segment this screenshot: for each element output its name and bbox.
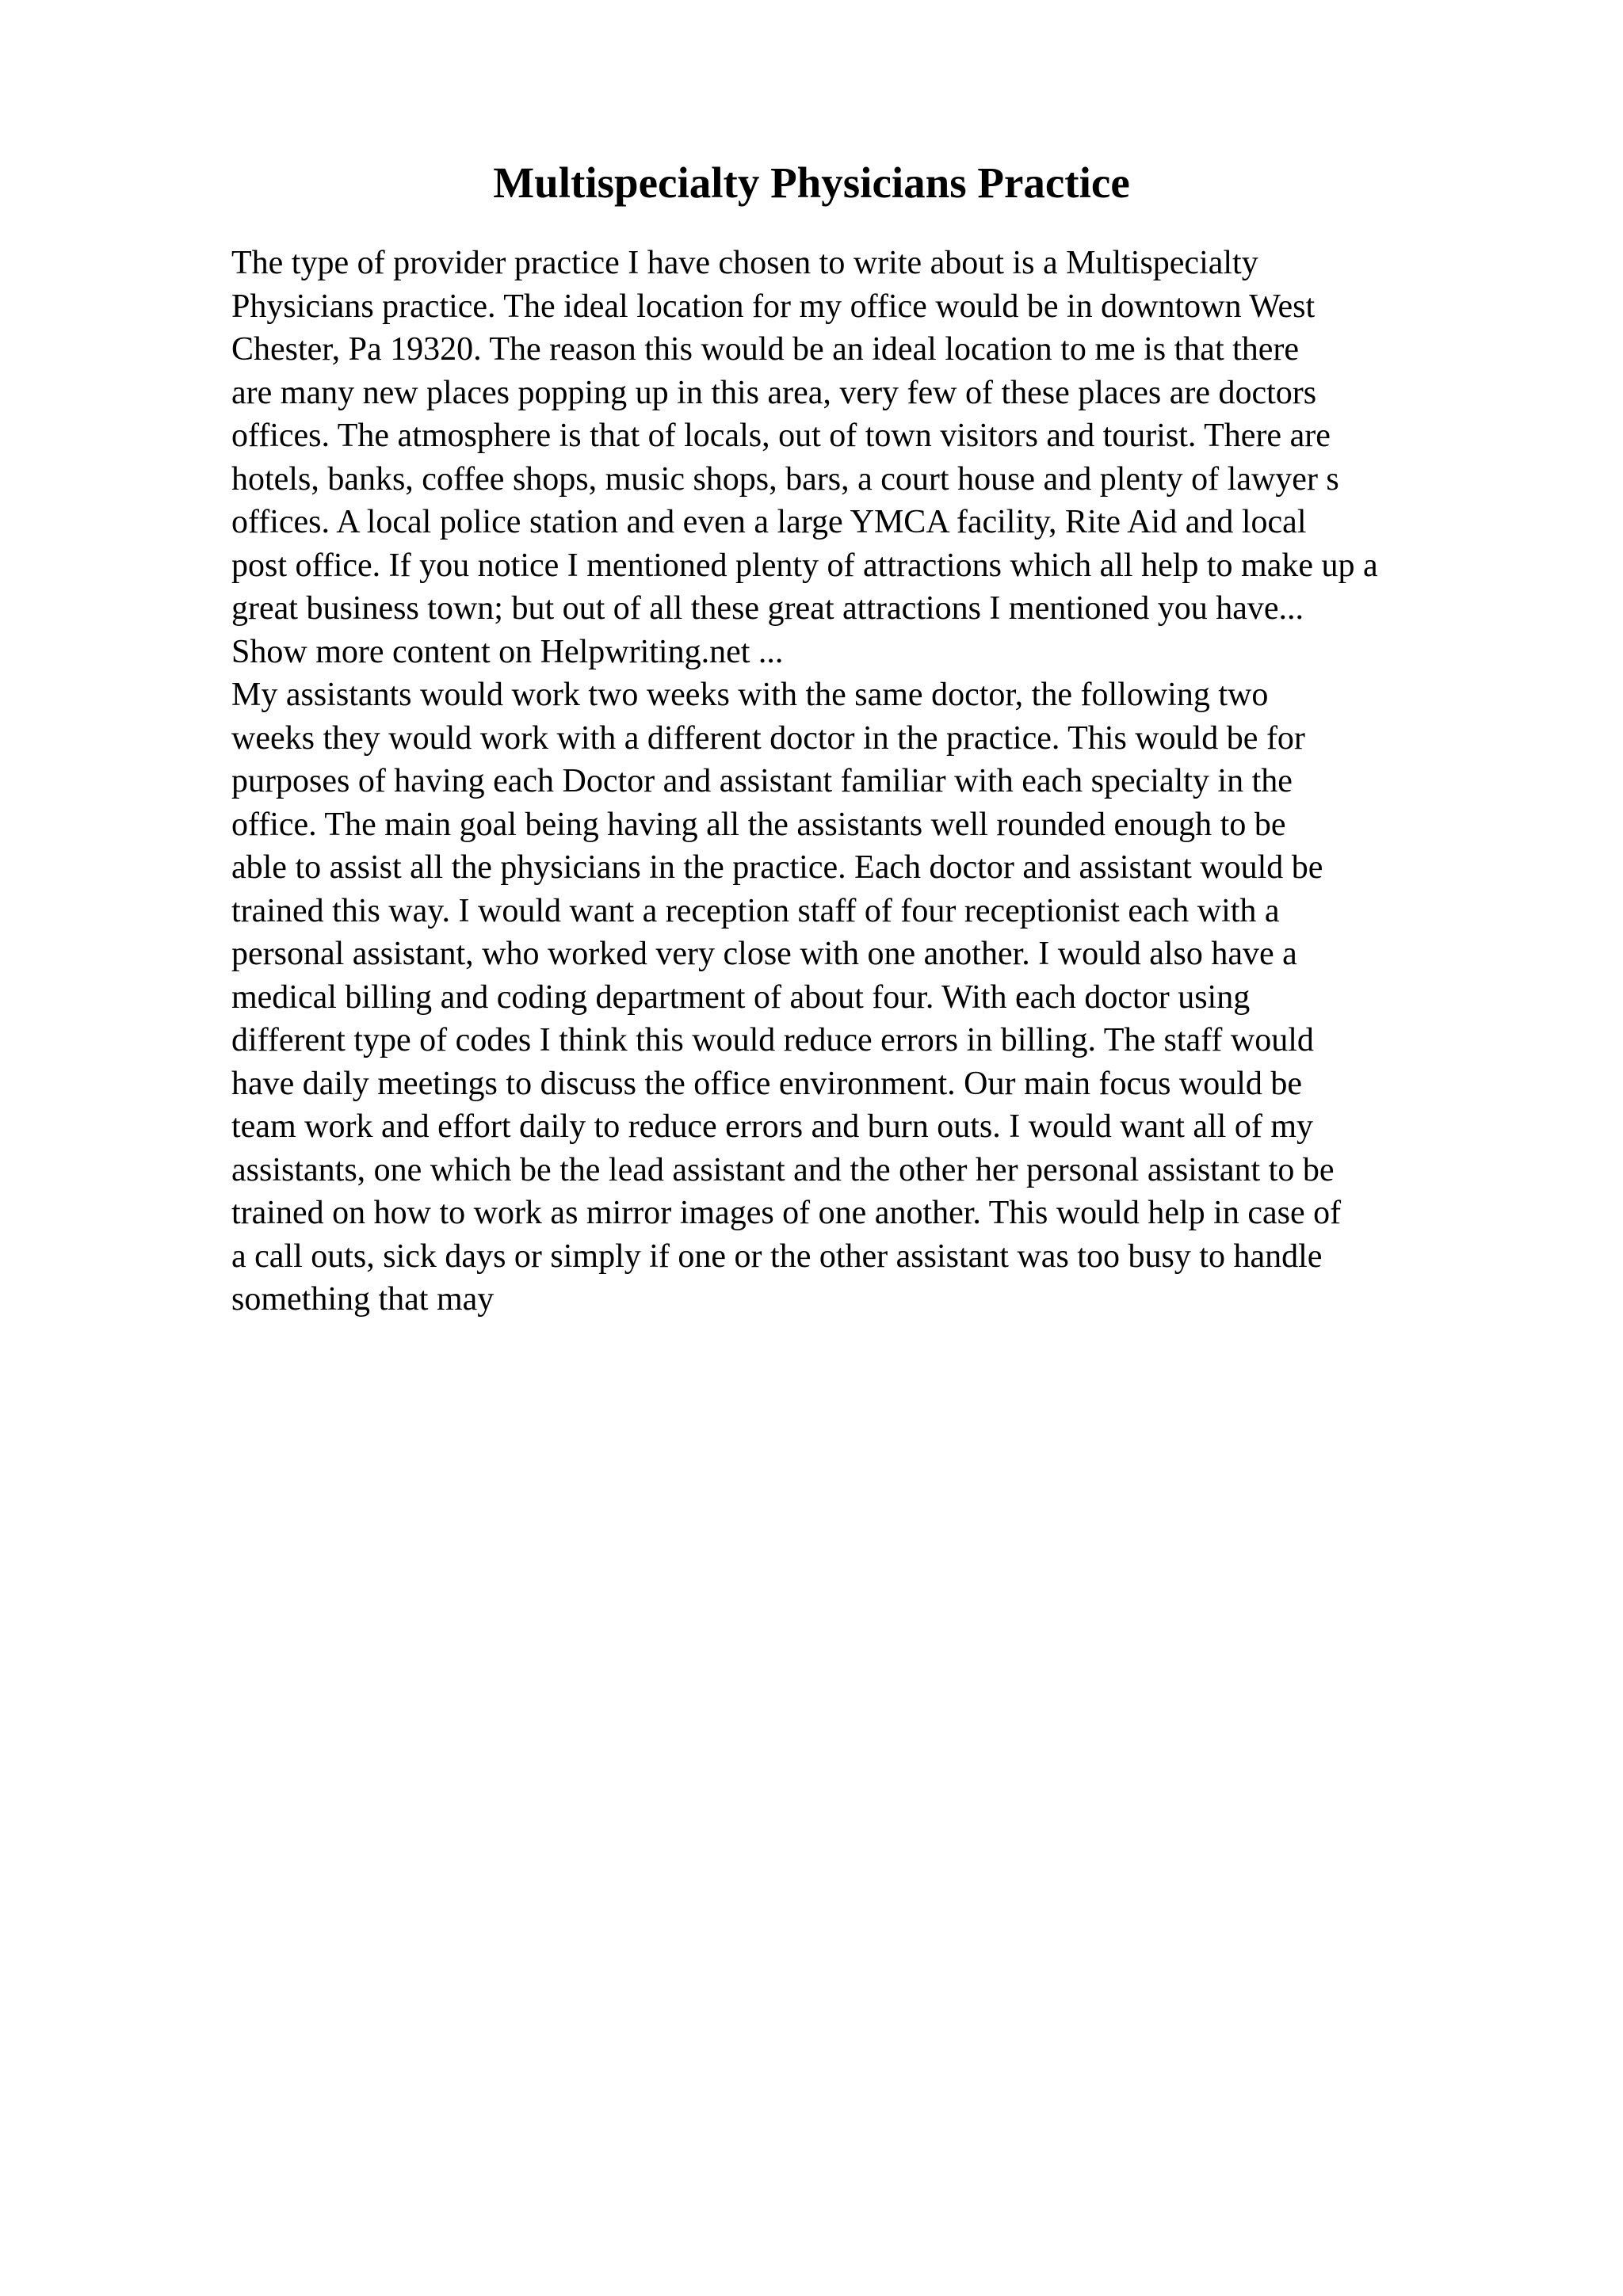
document-body	[231, 242, 1610, 1322]
text-line: are many new places popping up in this area, very few of these places are doctors	[231, 374, 1317, 411]
text-line: trained this way. I would want a reception staff of four receptionist each with a	[231, 892, 1280, 929]
text-line: assistants, one which be the lead assistant and the other her personal assistant to be	[231, 1151, 1335, 1188]
text-line: purposes of having each Doctor and assistant familiar with each specialty in the	[231, 763, 1293, 799]
show-more-link[interactable]: Show more content on Helpwriting.net ...	[231, 633, 784, 670]
text-line: Chester, Pa 19320. The reason this would be an ideal location to me is that there	[231, 331, 1300, 368]
text-line: offices. The atmosphere is that of locals, out of town visitors and tourist. There are	[231, 418, 1331, 454]
text-line: My assistants would work two weeks with the same doctor, the following two	[231, 677, 1269, 713]
text-line: something that may	[231, 1281, 495, 1318]
text-line: have daily meetings to discuss the office environment. Our main focus would be	[231, 1065, 1303, 1102]
text-line: trained on how to work as mirror images of one another. This would help in case of	[231, 1195, 1342, 1231]
text-line: Physicians practice. The ideal location for my office would be in downtown West	[231, 288, 1316, 325]
text-line: medical billing and coding department of about four. With each doctor using	[231, 978, 1251, 1016]
text-line: The type of provider practice I have chosen to write about is a Multispecialty	[231, 245, 1258, 281]
page-title: Multispecialty Physicians Practice	[493, 158, 1130, 207]
text-line: team work and effort daily to reduce errors and burn outs. I would want all of my	[231, 1108, 1313, 1145]
text-line: office. The main goal being having all the assistants well rounded enough to be	[231, 806, 1286, 843]
text-line: offices. A local police station and even a large YMCA facility, Rite Aid and local	[231, 504, 1307, 540]
text-line: weeks they would work with a different doctor in the practice. This would be for	[231, 719, 1305, 757]
text-line: post office. If you notice I mentioned plenty of attractions which all help to make up a	[231, 547, 1378, 584]
text-line: different type of codes I think this would reduce errors in billing. The staff would	[231, 1022, 1314, 1058]
text-line: great business town; but out of all these great attractions I mentioned you have...	[231, 590, 1304, 627]
text-line: personal assistant, who worked very close with one another. I would also have a	[231, 936, 1297, 972]
text-line: able to assist all the physicians in the practice. Each doctor and assistant would be	[231, 849, 1323, 886]
text-line: a call outs, sick days or simply if one or the other assistant was too busy to handle	[231, 1238, 1323, 1275]
text-line: hotels, banks, coffee shops, music shops, bars, a court house and plenty of lawyer s	[231, 460, 1339, 498]
